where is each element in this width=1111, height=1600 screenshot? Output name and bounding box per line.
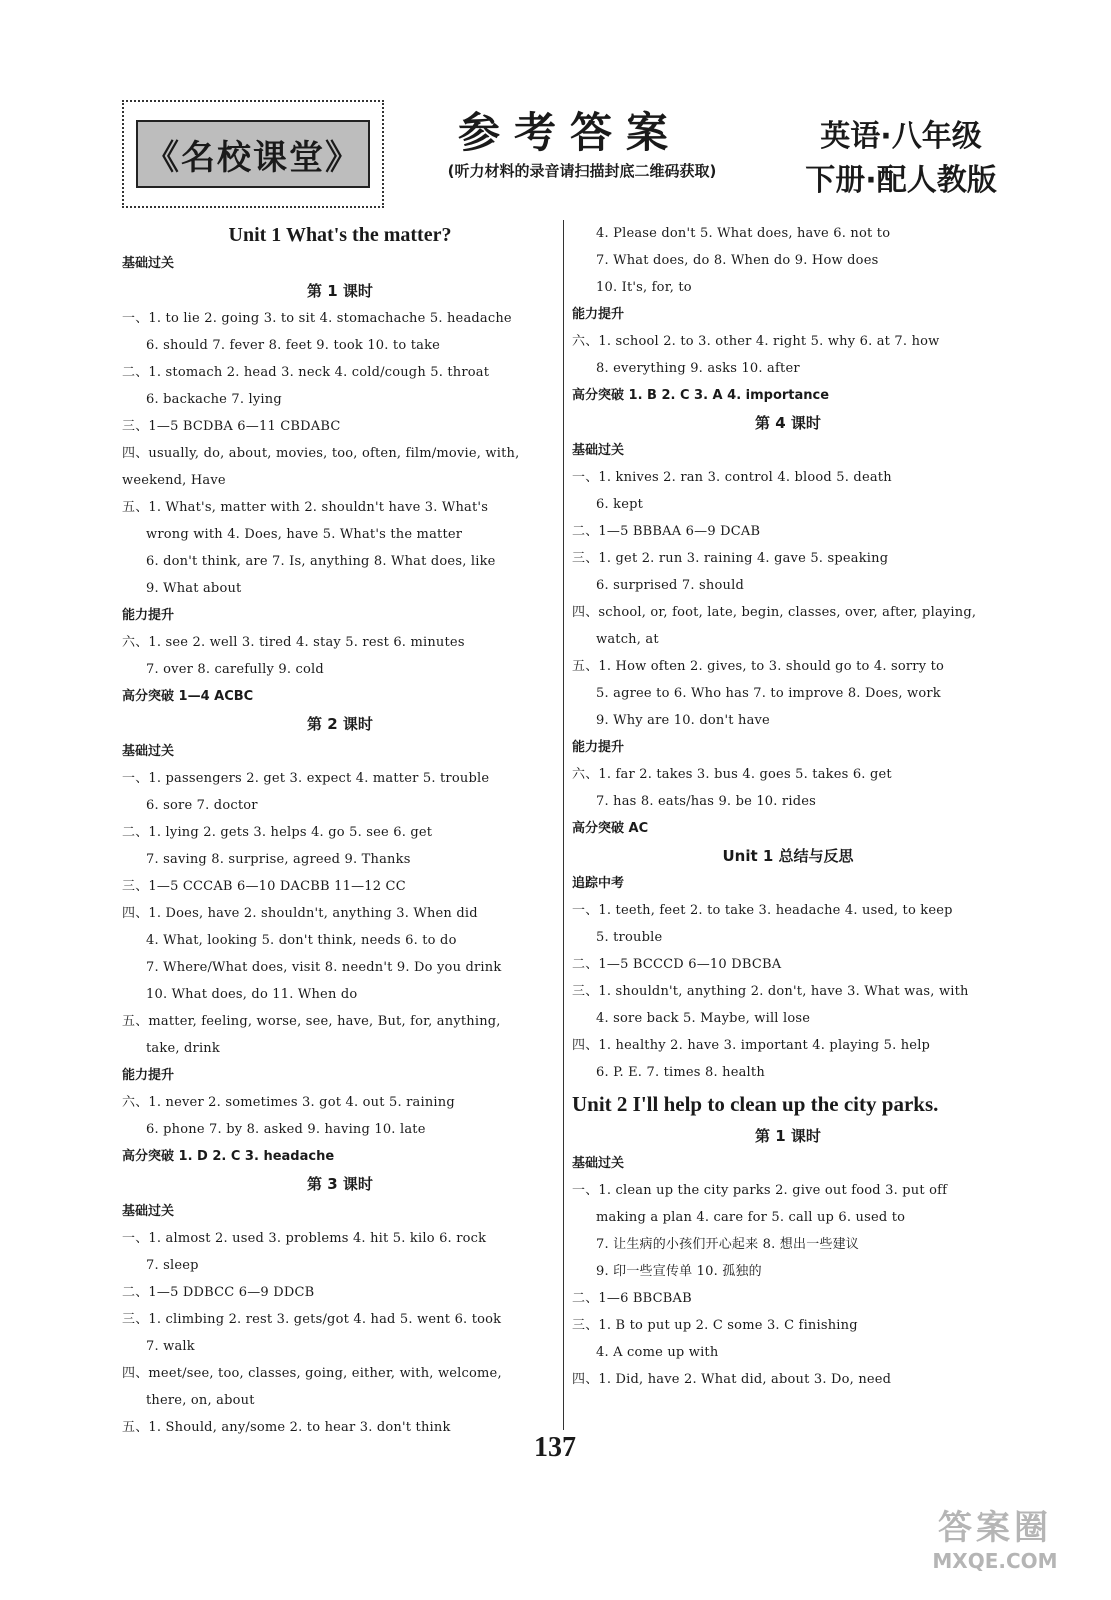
watermark bbox=[900, 1500, 1090, 1586]
series-logo bbox=[122, 100, 384, 208]
answer-line: 五、1. Should, any/some 2. to hear 3. don't think bbox=[122, 1420, 451, 1435]
answer-line: 三、1. B to put up 2. C some 3. C finishing bbox=[572, 1318, 858, 1333]
lesson-heading: 第 1 课时 bbox=[307, 282, 373, 300]
answer-line: 5. agree to 6. Who has 7. to improve 8. Does, work bbox=[596, 686, 941, 701]
section-heading: 能力提升 bbox=[572, 740, 625, 755]
series-logo-text: 《名校课堂》 bbox=[136, 120, 370, 188]
answer-line: 六、1. school 2. to 3. other 4. right 5. why 6. at 7. how bbox=[572, 334, 940, 349]
answer-line: there, on, about bbox=[146, 1393, 255, 1408]
section-heading: 高分突破 1. B 2. C 3. A 4. importance bbox=[572, 388, 830, 403]
section-heading: 基础过关 bbox=[122, 1204, 175, 1219]
lesson-heading: 第 3 课时 bbox=[307, 1175, 373, 1193]
answer-line: 10. What does, do 11. When do bbox=[146, 987, 358, 1002]
answer-line: 二、1. lying 2. gets 3. helps 4. go 5. see 6. get bbox=[122, 825, 433, 840]
answer-line: 6. backache 7. lying bbox=[146, 392, 282, 407]
unit-heading: Unit 1 What's the matter? bbox=[228, 224, 452, 246]
answer-line: 4. sore back 5. Maybe, will lose bbox=[596, 1011, 811, 1026]
section-heading: 基础过关 bbox=[122, 256, 175, 271]
grade-line-2: 下册·配人教版 bbox=[805, 163, 997, 198]
answer-line: 一、1. clean up the city parks 2. give out food 3. put off bbox=[572, 1183, 948, 1198]
answer-line: watch, at bbox=[596, 632, 659, 647]
section-heading: 基础过关 bbox=[572, 443, 625, 458]
answer-line: 四、1. Did, have 2. What did, about 3. Do, need bbox=[572, 1372, 892, 1387]
answer-line: 四、1. healthy 2. have 3. important 4. playing 5. help bbox=[572, 1038, 931, 1053]
unit-heading: Unit 2 I'll help to clean up the city parks. bbox=[572, 1092, 939, 1116]
answer-line: 7. What does, do 8. When do 9. How does bbox=[596, 253, 879, 268]
answer-line: 五、1. What's, matter with 2. shouldn't have 3. What's bbox=[122, 500, 489, 515]
answer-line: 9. 印一些宣传单 10. 孤独的 bbox=[596, 1264, 762, 1279]
section-heading: 高分突破 1—4 ACBC bbox=[122, 689, 254, 704]
answer-line: 7. over 8. carefully 9. cold bbox=[146, 662, 324, 677]
answer-line: wrong with 4. Does, have 5. What's the matter bbox=[146, 527, 463, 542]
answer-line: 6. sore 7. doctor bbox=[146, 798, 258, 813]
answer-line: 二、1—5 DDBCC 6—9 DDCB bbox=[122, 1285, 315, 1300]
answer-line: 三、1. shouldn't, anything 2. don't, have 3. What was, with bbox=[572, 984, 969, 999]
answer-line: 五、matter, feeling, worse, see, have, But, for, anything, bbox=[122, 1014, 501, 1029]
section-heading: 追踪中考 bbox=[572, 876, 625, 891]
lesson-heading: 第 4 课时 bbox=[755, 414, 821, 432]
answer-line: 9. Why are 10. don't have bbox=[596, 713, 770, 728]
section-heading: 基础过关 bbox=[122, 744, 175, 759]
section-heading: 高分突破 AC bbox=[572, 821, 649, 836]
lesson-heading: 第 2 课时 bbox=[307, 715, 373, 733]
answer-line: 6. surprised 7. should bbox=[596, 578, 744, 593]
answer-line: 二、1. stomach 2. head 3. neck 4. cold/cough 5. throat bbox=[122, 365, 490, 380]
answer-line: 四、usually, do, about, movies, too, often, film/movie, with, bbox=[122, 446, 520, 461]
answer-line: 二、1—5 BCCCD 6—10 DBCBA bbox=[572, 957, 782, 972]
section-heading: 能力提升 bbox=[122, 608, 175, 623]
grade-info bbox=[796, 115, 1006, 203]
section-heading: 能力提升 bbox=[572, 307, 625, 322]
answer-line: 9. What about bbox=[146, 581, 242, 596]
left-column bbox=[122, 220, 558, 1441]
answer-line: 7. has 8. eats/has 9. be 10. rides bbox=[596, 794, 816, 809]
answer-line: take, drink bbox=[146, 1041, 220, 1056]
answer-line: 四、school, or, foot, late, begin, classes, over, after, playing, bbox=[572, 605, 977, 620]
page-title: 参考答案 bbox=[457, 108, 682, 157]
answer-line: 4. Please don't 5. What does, have 6. not to bbox=[596, 226, 891, 241]
answer-line: 6. kept bbox=[596, 497, 644, 512]
answer-line: 六、1. see 2. well 3. tired 4. stay 5. rest 6. minutes bbox=[122, 635, 465, 650]
answer-line: 三、1. climbing 2. rest 3. gets/got 4. had 5. went 6. took bbox=[122, 1312, 502, 1327]
answer-line: 4. A come up with bbox=[596, 1345, 719, 1360]
answer-line: 六、1. far 2. takes 3. bus 4. goes 5. takes 6. get bbox=[572, 767, 892, 782]
answer-line: 一、1. knives 2. ran 3. control 4. blood 5. death bbox=[572, 470, 892, 485]
answer-line: 7. 让生病的小孩们开心起来 8. 想出一些建议 bbox=[596, 1237, 860, 1252]
answer-line: making a plan 4. care for 5. call up 6. used to bbox=[596, 1210, 906, 1225]
lesson-heading: Unit 1 总结与反思 bbox=[722, 847, 854, 865]
answer-line: 5. trouble bbox=[596, 930, 663, 945]
column-divider bbox=[563, 220, 564, 1430]
answer-line: 4. What, looking 5. don't think, needs 6. to do bbox=[146, 933, 457, 948]
section-heading: 高分突破 1. D 2. C 3. headache bbox=[122, 1149, 335, 1164]
answer-line: 一、1. passengers 2. get 3. expect 4. matter 5. trouble bbox=[122, 771, 490, 786]
answer-line: 二、1—6 BBCBAB bbox=[572, 1291, 692, 1306]
answer-line: 四、1. Does, have 2. shouldn't, anything 3. When did bbox=[122, 906, 478, 921]
answer-line: 7. sleep bbox=[146, 1258, 199, 1273]
watermark-logo: 答案圈 bbox=[938, 1508, 1052, 1548]
answer-line: 一、1. teeth, feet 2. to take 3. headache 4. used, to keep bbox=[572, 903, 953, 918]
watermark-url: MXQE.COM bbox=[932, 1549, 1058, 1573]
page-subtitle: (听力材料的录音请扫描封底二维码获取) bbox=[447, 162, 717, 180]
answer-line: 6. should 7. fever 8. feet 9. took 10. to take bbox=[146, 338, 441, 353]
answer-line: 六、1. never 2. sometimes 3. got 4. out 5. raining bbox=[122, 1095, 455, 1110]
answer-line: 一、1. almost 2. used 3. problems 4. hit 5. kilo 6. rock bbox=[122, 1231, 487, 1246]
answer-line: 三、1—5 BCDBA 6—11 CBDABC bbox=[122, 419, 341, 434]
page-number: 137 bbox=[534, 1432, 576, 1463]
grade-line-1: 英语·八年级 bbox=[820, 119, 982, 154]
section-heading: 能力提升 bbox=[122, 1068, 175, 1083]
answer-line: 6. P. E. 7. times 8. health bbox=[596, 1065, 765, 1080]
answer-line: 7. Where/What does, visit 8. needn't 9. Do you drink bbox=[146, 960, 502, 975]
answer-line: 6. don't think, are 7. Is, anything 8. What does, like bbox=[146, 554, 496, 569]
answer-line: 8. everything 9. asks 10. after bbox=[596, 361, 800, 376]
answer-line: 10. It's, for, to bbox=[596, 280, 692, 295]
answer-line: weekend, Have bbox=[122, 473, 226, 488]
answer-line: 一、1. to lie 2. going 3. to sit 4. stomachache 5. headache bbox=[122, 311, 512, 326]
section-heading: 基础过关 bbox=[572, 1156, 625, 1171]
answer-line: 三、1. get 2. run 3. raining 4. gave 5. speaking bbox=[572, 551, 889, 566]
answer-line: 7. walk bbox=[146, 1339, 195, 1354]
answer-line: 二、1—5 BBBAA 6—9 DCAB bbox=[572, 524, 761, 539]
answer-line: 7. saving 8. surprise, agreed 9. Thanks bbox=[146, 852, 411, 867]
lesson-heading: 第 1 课时 bbox=[755, 1127, 821, 1145]
answer-line: 三、1—5 CCCAB 6—10 DACBB 11—12 CC bbox=[122, 879, 406, 894]
right-column bbox=[572, 220, 1004, 1393]
answer-line: 四、meet/see, too, classes, going, either, with, welcome, bbox=[122, 1366, 502, 1381]
answer-line: 五、1. How often 2. gives, to 3. should go to 4. sorry to bbox=[572, 659, 945, 674]
answer-line: 6. phone 7. by 8. asked 9. having 10. late bbox=[146, 1122, 426, 1137]
